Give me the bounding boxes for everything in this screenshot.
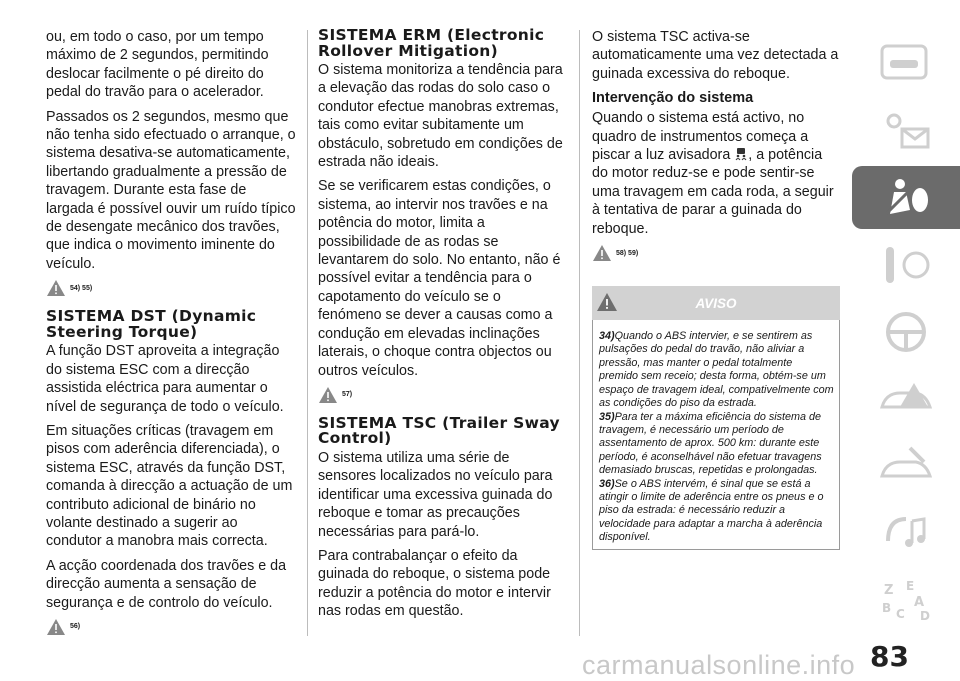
aviso-note [599,411,834,478]
tab-driving[interactable] [852,300,960,363]
warning-lights-icon [876,109,936,153]
subheading-intervention: Intervenção do sistema [592,90,754,107]
note-number: 36) [599,477,615,490]
warning-ref-numbers: 56) [70,623,81,631]
warning-ref-numbers: 57) [342,391,353,399]
warning-ref-numbers: 58) 59) [616,249,639,257]
multimedia-icon [876,511,936,555]
svg-text:Z: Z [884,582,894,598]
tab-emergency[interactable] [852,367,960,430]
section-heading-erm: SISTEMA ERM (Electronic Rollover Mitigation) [318,26,545,60]
tab-dashboard[interactable] [852,32,960,95]
column-divider [579,30,580,636]
emergency-icon [876,377,936,421]
paragraph: O sistema utiliza uma série de sensores localizados no veículo para identificar uma excessiva guinada do reboque e tomar as precauções necessárias para pará-lo. [318,449,553,540]
svg-text:C: C [896,606,905,621]
column-1 [46,28,296,648]
tab-safety[interactable] [852,166,960,229]
warning-ref [592,244,840,262]
warning-triangle-icon [596,292,618,312]
steering-wheel-icon [876,310,936,354]
warning-triangle-icon [318,386,338,404]
aviso-title: AVISO [695,295,737,311]
paragraph: Para contrabalançar o efeito da guinada do reboque, o sistema pode reduzir a potência do motor e intervir nas rodas em questão. [318,547,551,620]
trailer-sway-warning-icon [734,147,748,161]
paragraph: Se se verificarem estas condições, o sistema, ao intervir nos travões e na potência do motor, limita a possibilidade de as rodas se levantarem do solo. No entanto, não é possível evitar a tendência para o capotamento do veículo se o fenómeno se dever a causas como a condução em elevadas inclinações laterais, o choque contra objectos ou outros veículos. [318,178,561,379]
column-divider [307,30,308,636]
paragraph: Em situações críticas (travagem em pisos com aderência diferenciada), o sistema ESC, através da função DST, comanda à direcção a actuação de um contributo adicional de binário no volante destinado a sugerir ao condutor a manobra mais correcta. [46,422,293,550]
page-number: 83 [870,640,909,673]
svg-text:A: A [914,594,925,610]
tab-warning-lights[interactable] [852,99,960,162]
note-number: 35) [599,410,615,423]
aviso-note [599,330,834,410]
warning-ref-numbers: 54) 55) [70,284,93,292]
warning-triangle-icon [46,618,66,636]
note-text: Se o ABS intervém, é sinal que se está a atingir o limite de aderência entre os pneus e o piso da estrada: é necessário reduzir a velocidade para adaptar a marcha à aderência disponível. [599,477,824,544]
aviso-body [592,320,840,550]
section-heading-tsc: SISTEMA TSC (Trailer Sway Control) [318,413,560,448]
column-3 [592,28,840,550]
aviso-note [599,478,834,545]
svg-text:E: E [906,578,915,593]
paragraph: O sistema TSC activa-se automaticamente uma vez detectada a guinada excessiva do reboque. [592,29,839,82]
maintenance-icon [876,444,936,488]
paragraph: A função DST aproveita a integração do sistema ESC com a direcção assistida eléctrica para aumentar o nível de segurança de todo o veículo. [46,343,284,415]
aviso-box [592,286,840,550]
warning-ref [46,279,296,297]
key-start-icon [876,243,936,287]
paragraph-text: , a potência do motor reduz-se e pode sentir-se uma travagem em cada roda, a seguir à tentativa de parar a guinada do reboque. [592,147,834,237]
tab-starting[interactable] [852,233,960,296]
column-2 [318,28,564,627]
paragraph-text: Quando o sistema está activo, no quadro de instrumentos começa a piscar a luz avisadora [592,110,809,164]
aviso-header [592,286,840,320]
tab-maintenance[interactable] [852,434,960,497]
car-dashboard-icon [876,42,936,86]
tab-index[interactable] [852,568,960,631]
note-number: 34) [599,330,615,343]
note-text: Para ter a máxima eficiência do sistema de travagem, é necessário um período de assentamento de aprox. 500 km: durante este período, é aconselhável não efetuar travagens demasiado bruscas, repetidas e prolongadas. [599,410,822,477]
warning-ref [46,618,296,636]
tab-multimedia[interactable] [852,501,960,564]
paragraph: ou, em todo o caso, por um tempo máximo de 2 segundos, permitindo deslocar facilmente o pé direito do pedal do travão para o acelerador. [46,29,269,101]
paragraph: O sistema monitoriza a tendência para a elevação das rodas do solo caso o condutor efectue manobras extremas, tais como evitar subitamente um obstáculo, sobretudo em condições de estrada não ideais. [318,62,563,171]
svg-text:B: B [882,600,892,615]
note-text: Quando o ABS intervier, e se sentirem as pulsações do pedal do travão, não aliviar a pressão, mas manter o pedal totalmente premido sem receio; desta forma, obtém-se um espaço de travagem ideal, compativelmente com as condições do piso da estrada. [599,330,834,410]
paragraph [592,109,840,238]
index-icon [876,578,936,622]
paragraph: Passados os 2 segundos, mesmo que não tenha sido efectuado o arranque, o sistema desativa-se automaticamente, libertando gradualmente a pressão de travagem. Durante esta fase de largada é possível ouvir um ruído típico de desengate mecânico dos travões, que indica o movimento iminente do veículo. [46,108,296,272]
chapter-tabs [852,32,960,635]
airbag-safety-icon [876,176,936,220]
svg-text:D: D [920,608,930,622]
watermark: carmanualsonline.info [582,650,856,680]
warning-ref [318,386,564,404]
section-heading-dst: SISTEMA DST (Dynamic Steering Torque) [46,307,257,341]
paragraph: A acção coordenada dos travões e da direcção aumenta a sensação de segurança e de controlo do veículo. [46,557,287,611]
warning-triangle-icon [46,279,66,297]
warning-triangle-icon [592,244,612,262]
